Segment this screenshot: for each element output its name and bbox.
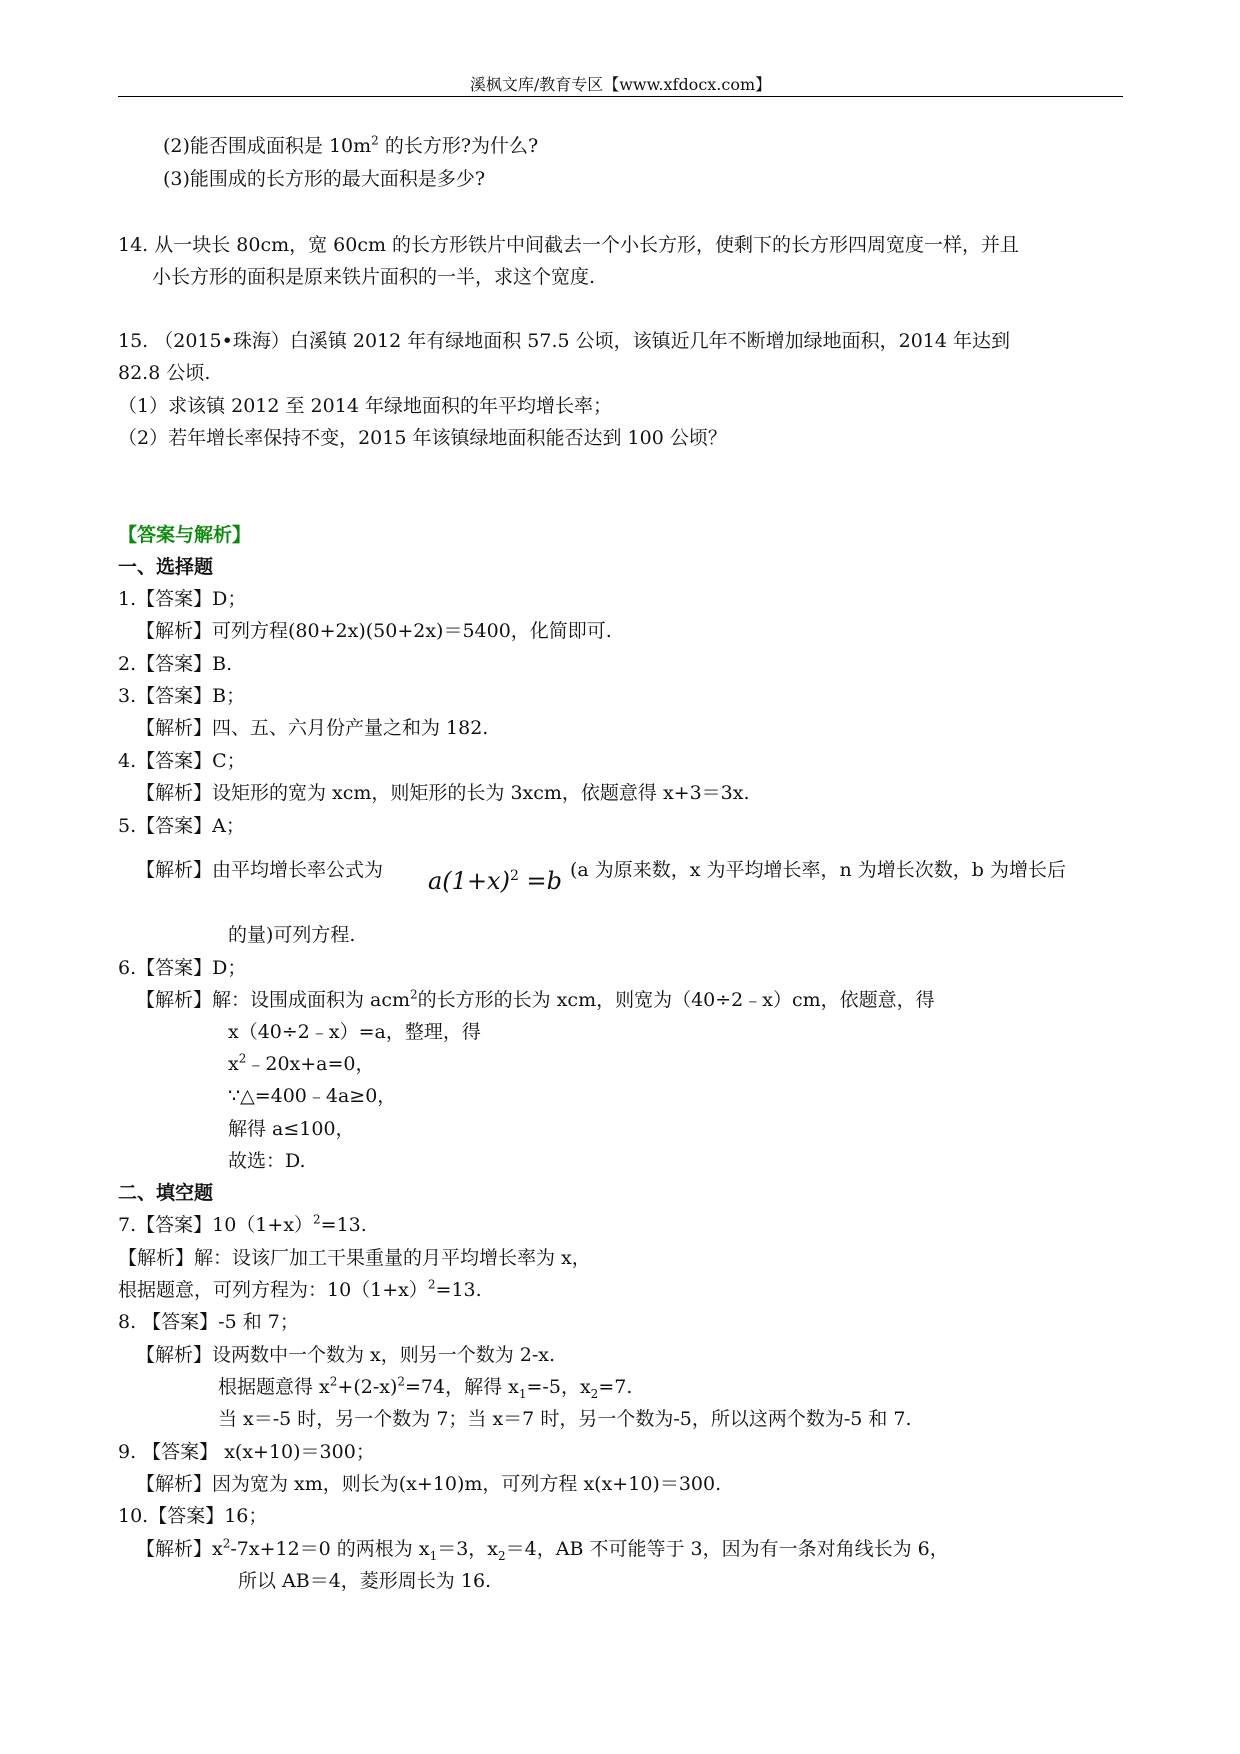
answer-3: 3.【答案】B； <box>118 685 246 707</box>
answer-6-explanation-1: 【解析】解：设围成面积为 acm$^2$的长方形的长为 xcm，则宽为（40÷2﹣x）cm，依题意，得 <box>136 987 935 1011</box>
answer-4: 4.【答案】C； <box>118 750 246 772</box>
answer-6-explanation-3: $x^2﹣20x+a=0$， <box>228 1051 375 1075</box>
q15-line2: 82.8 公顷. <box>118 362 211 384</box>
q15-line3: （1）求该镇 2012 至 2014 年绿地面积的年平均增长率； <box>118 395 612 417</box>
answer-9: 9. 【答案】 x(x+10)＝300； <box>118 1441 375 1463</box>
q13-sub2: (2)能否围成面积是 $10m^2$ 的长方形?为什么? <box>163 133 539 157</box>
answer-10: 10.【答案】16； <box>118 1505 268 1527</box>
answer-6-explanation-6: 故选：D. <box>228 1150 306 1172</box>
answer-5-explanation-line2: 的量)可列方程. <box>228 924 356 946</box>
answer-8-explanation-2: 根据题意得 $x^2+(2-x)^2=74$，解得 $x_1=-5$，$x_2=7$. <box>218 1374 633 1401</box>
answer-8-explanation-3: 当 x＝-5 时，另一个数为 7；当 x＝7 时，另一个数为-5，所以这两个数为-5 和 7. <box>218 1408 912 1430</box>
answer-10-explanation-2: 所以 AB＝4，菱形周长为 16. <box>238 1570 492 1592</box>
answer-8: 8. 【答案】-5 和 7； <box>118 1311 299 1333</box>
answer-7: 7.【答案】$10(1+x)^2=13$. <box>118 1212 367 1236</box>
answer-1-explanation: 【解析】可列方程(80+2x)(50+2x)＝5400，化简即可. <box>136 620 612 642</box>
page-header: 溪枫文库/教育专区【www.xfdocx.com】 <box>469 75 772 94</box>
answer-2: 2.【答案】B. <box>118 653 233 675</box>
growth-rate-formula: $a(1+x)^2 =b$ <box>428 867 562 895</box>
q13-sub3: (3)能围成的长方形的最大面积是多少? <box>163 168 486 190</box>
q14-line1: 14. 从一块长 80cm，宽 60cm 的长方形铁片中间截去一个小长方形，使剩下的长方形四周宽度一样，并且 <box>118 234 1020 256</box>
answer-4-explanation: 【解析】设矩形的宽为 xcm，则矩形的长为 3xcm，依题意得 x+3＝3x. <box>136 782 750 804</box>
answer-3-explanation: 【解析】四、五、六月份产量之和为 182. <box>136 717 489 739</box>
answers-title: 【答案与解析】 <box>118 524 252 546</box>
answer-5-explanation-post: (a 为原来数，x 为平均增长率，n 为增长次数，b 为增长后 <box>570 859 1067 881</box>
answer-7-explanation-2: 根据题意，可列方程为：$10(1+x)^2=13$. <box>118 1277 482 1301</box>
section-fill-heading: 二、填空题 <box>118 1182 214 1204</box>
answer-6-explanation-4: ∵△=400﹣4a≥0， <box>228 1085 397 1107</box>
answer-1: 1.【答案】D； <box>118 588 247 610</box>
answer-6: 6.【答案】D； <box>118 957 247 979</box>
answer-6-explanation-5: 解得 a≤100， <box>228 1118 355 1140</box>
answer-5-explanation-pre: 【解析】由平均增长率公式为 <box>136 859 384 881</box>
q15-line4: （2）若年增长率保持不变，2015 年该镇绿地面积能否达到 100 公顷？ <box>118 427 727 449</box>
q15-line1: 15. （2015•珠海）白溪镇 2012 年有绿地面积 57.5 公顷，该镇近几年不断增加绿地面积，2014 年达到 <box>118 330 1011 352</box>
answer-10-explanation-1: 【解析】$x^2-7x+12=0$ 的两根为 $x_1=3$，$x_2=4$，AB 不可能等于 3，因为有一条对角线长为 6， <box>136 1536 949 1563</box>
header-divider <box>118 96 1123 97</box>
answer-6-explanation-2: x（40÷2﹣x）=a，整理，得 <box>228 1021 481 1043</box>
q14-line2: 小长方形的面积是原来铁片面积的一半，求这个宽度. <box>152 266 596 288</box>
answer-5: 5.【答案】A； <box>118 815 245 837</box>
answer-8-explanation-1: 【解析】设两数中一个数为 x，则另一个数为 2-x. <box>136 1344 556 1366</box>
section-choice-heading: 一、选择题 <box>118 556 214 578</box>
answer-9-explanation: 【解析】因为宽为 xm，则长为(x+10)m，可列方程 x(x+10)＝300. <box>136 1473 722 1495</box>
answer-7-explanation-1: 【解析】解：设该厂加工干果重量的月平均增长率为 x， <box>118 1247 591 1269</box>
